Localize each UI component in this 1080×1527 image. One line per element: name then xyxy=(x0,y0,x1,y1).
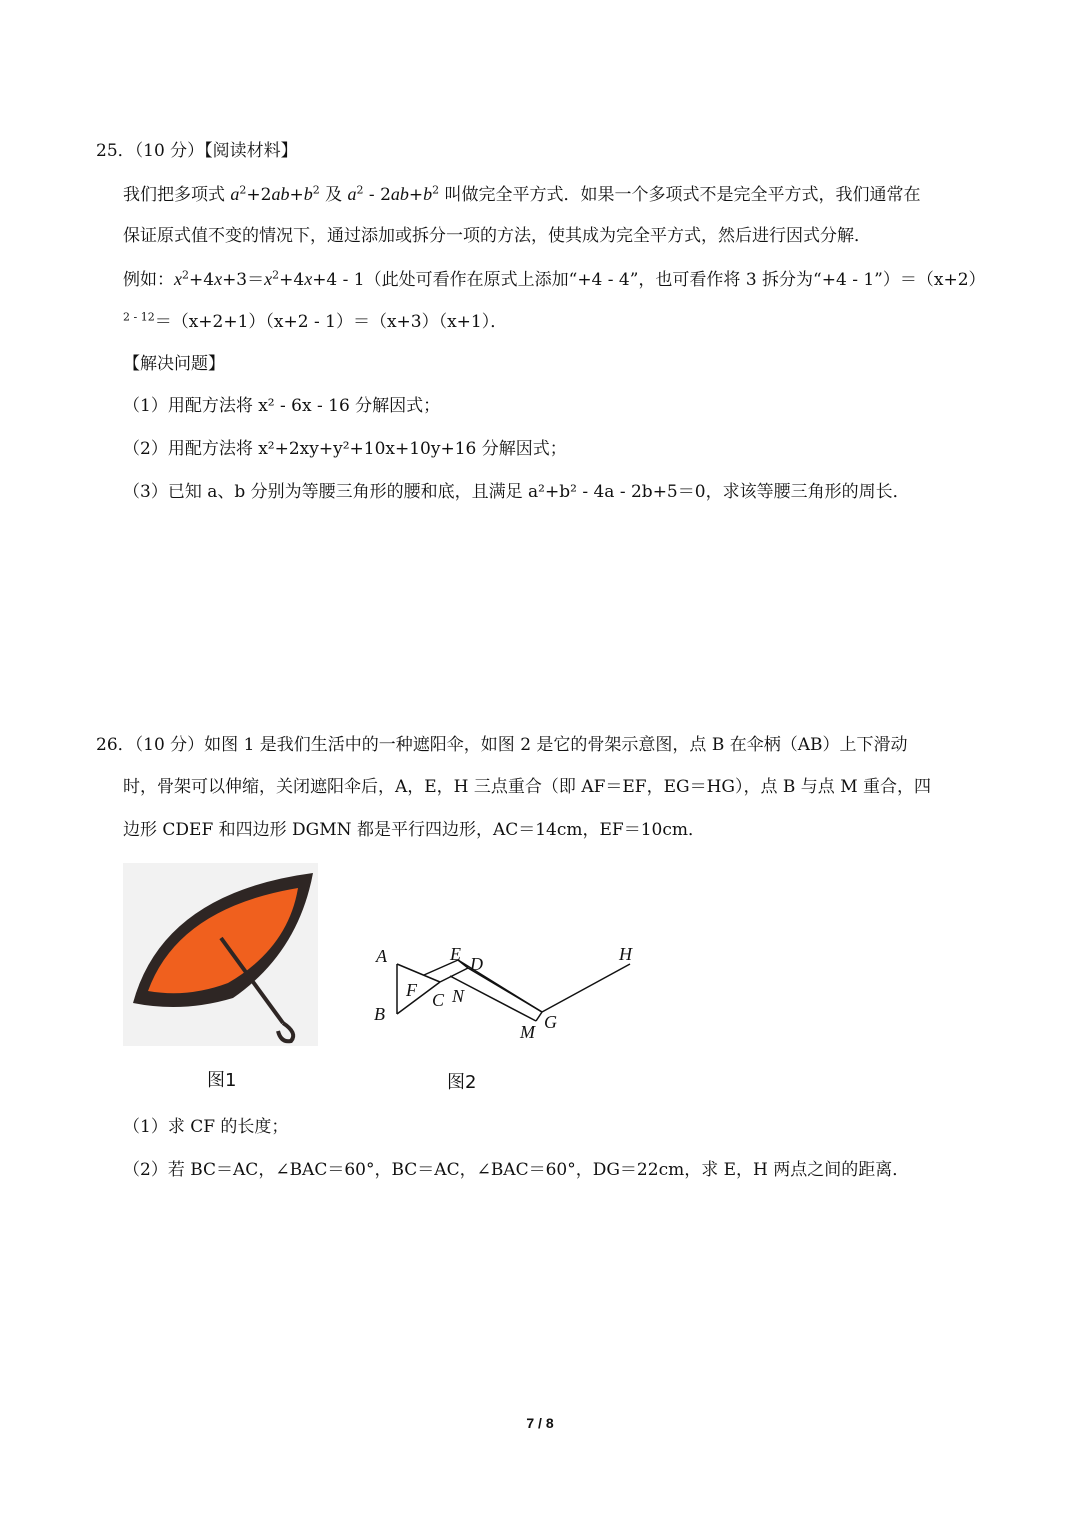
q25-paragraph-2: 保证原式值不变的情况下，通过添加或拆分一项的方法，使其成为完全平方式，然后进行因式分解． xyxy=(123,226,871,246)
figure-1-umbrella xyxy=(123,863,318,1046)
segment-MG xyxy=(536,1012,542,1021)
point-label-G: G xyxy=(544,1012,557,1032)
q25-part-1: （1）用配方法将 x² - 6x - 16 分解因式； xyxy=(123,396,441,416)
point-label-E: E xyxy=(450,944,461,964)
figure-2-diagram xyxy=(360,940,660,1050)
q26-part-2: （2）若 BC＝AC，∠BAC＝60°，BC＝AC，∠BAC＝60°，DG＝22cm，求 E，H 两点之间的距离． xyxy=(123,1160,910,1180)
q26-line-2: 时，骨架可以伸缩，关闭遮阳伞后，A，E，H 三点重合（即 AF＝EF，EG＝HG），点 B 与点 M 重合，四 xyxy=(123,777,932,797)
q26-part-1: （1）求 CF 的长度； xyxy=(123,1117,289,1137)
point-label-B: B xyxy=(374,1004,385,1024)
q26-line-1: 26．（10 分）如图 1 是我们生活中的一种遮阳伞，如图 2 是它的骨架示意图，点 B 在伞柄（AB）上下滑动 xyxy=(96,735,908,755)
q26-line-3: 边形 CDEF 和四边形 DGMN 都是平行四边形，AC＝14cm，EF＝10cm． xyxy=(123,820,705,840)
segment-GH xyxy=(542,964,630,1012)
skeleton-diagram xyxy=(360,940,660,1050)
q25-example-cont: $^{2 - 12}$＝（x+2+1）（x+2 - 1）＝（x+3）（x+1）． xyxy=(123,310,508,332)
q25-example: 例如：$x^2+4x+3=x^2+4x+4 - 1$（此处可看作在原式上添加“+4 - 4”，也可看作将 3 拆分为“+4 - 1”）＝（x+2） xyxy=(123,268,986,290)
segment-AC xyxy=(397,964,440,982)
page-number: 7 / 8 xyxy=(526,1415,554,1431)
point-label-M: M xyxy=(520,1022,535,1042)
point-label-A: A xyxy=(376,946,387,966)
point-label-C: C xyxy=(432,990,445,1010)
q25-part-3: （3）已知 a、b 分别为等腰三角形的腰和底，且满足 a²+b² - 4a - 2b+5＝0，求该等腰三角形的周长． xyxy=(123,482,910,502)
umbrella-image xyxy=(123,863,318,1046)
q25-paragraph-1: 我们把多项式 $a^2+2ab+b^2$ 及 $a^2 - 2ab+b^2$ 叫做完全平方式．如果一个多项式不是完全平方式，我们通常在 xyxy=(123,183,921,205)
figure-1-caption: 图1 xyxy=(207,1070,237,1091)
point-label-N: N xyxy=(452,986,465,1006)
segment-CD xyxy=(440,968,468,982)
point-label-D: D xyxy=(470,954,483,974)
umbrella-handle xyxy=(278,1023,293,1041)
figure-2-caption: 图2 xyxy=(447,1072,477,1093)
point-label-H: H xyxy=(619,944,632,964)
point-label-F: F xyxy=(406,980,417,1000)
q25-part-2: （2）用配方法将 x²+2xy+y²+10x+10y+16 分解因式； xyxy=(123,439,567,459)
q25-solve-heading: 【解决问题】 xyxy=(123,354,225,374)
q25-heading: 25．（10 分）【阅读材料】 xyxy=(96,141,298,161)
